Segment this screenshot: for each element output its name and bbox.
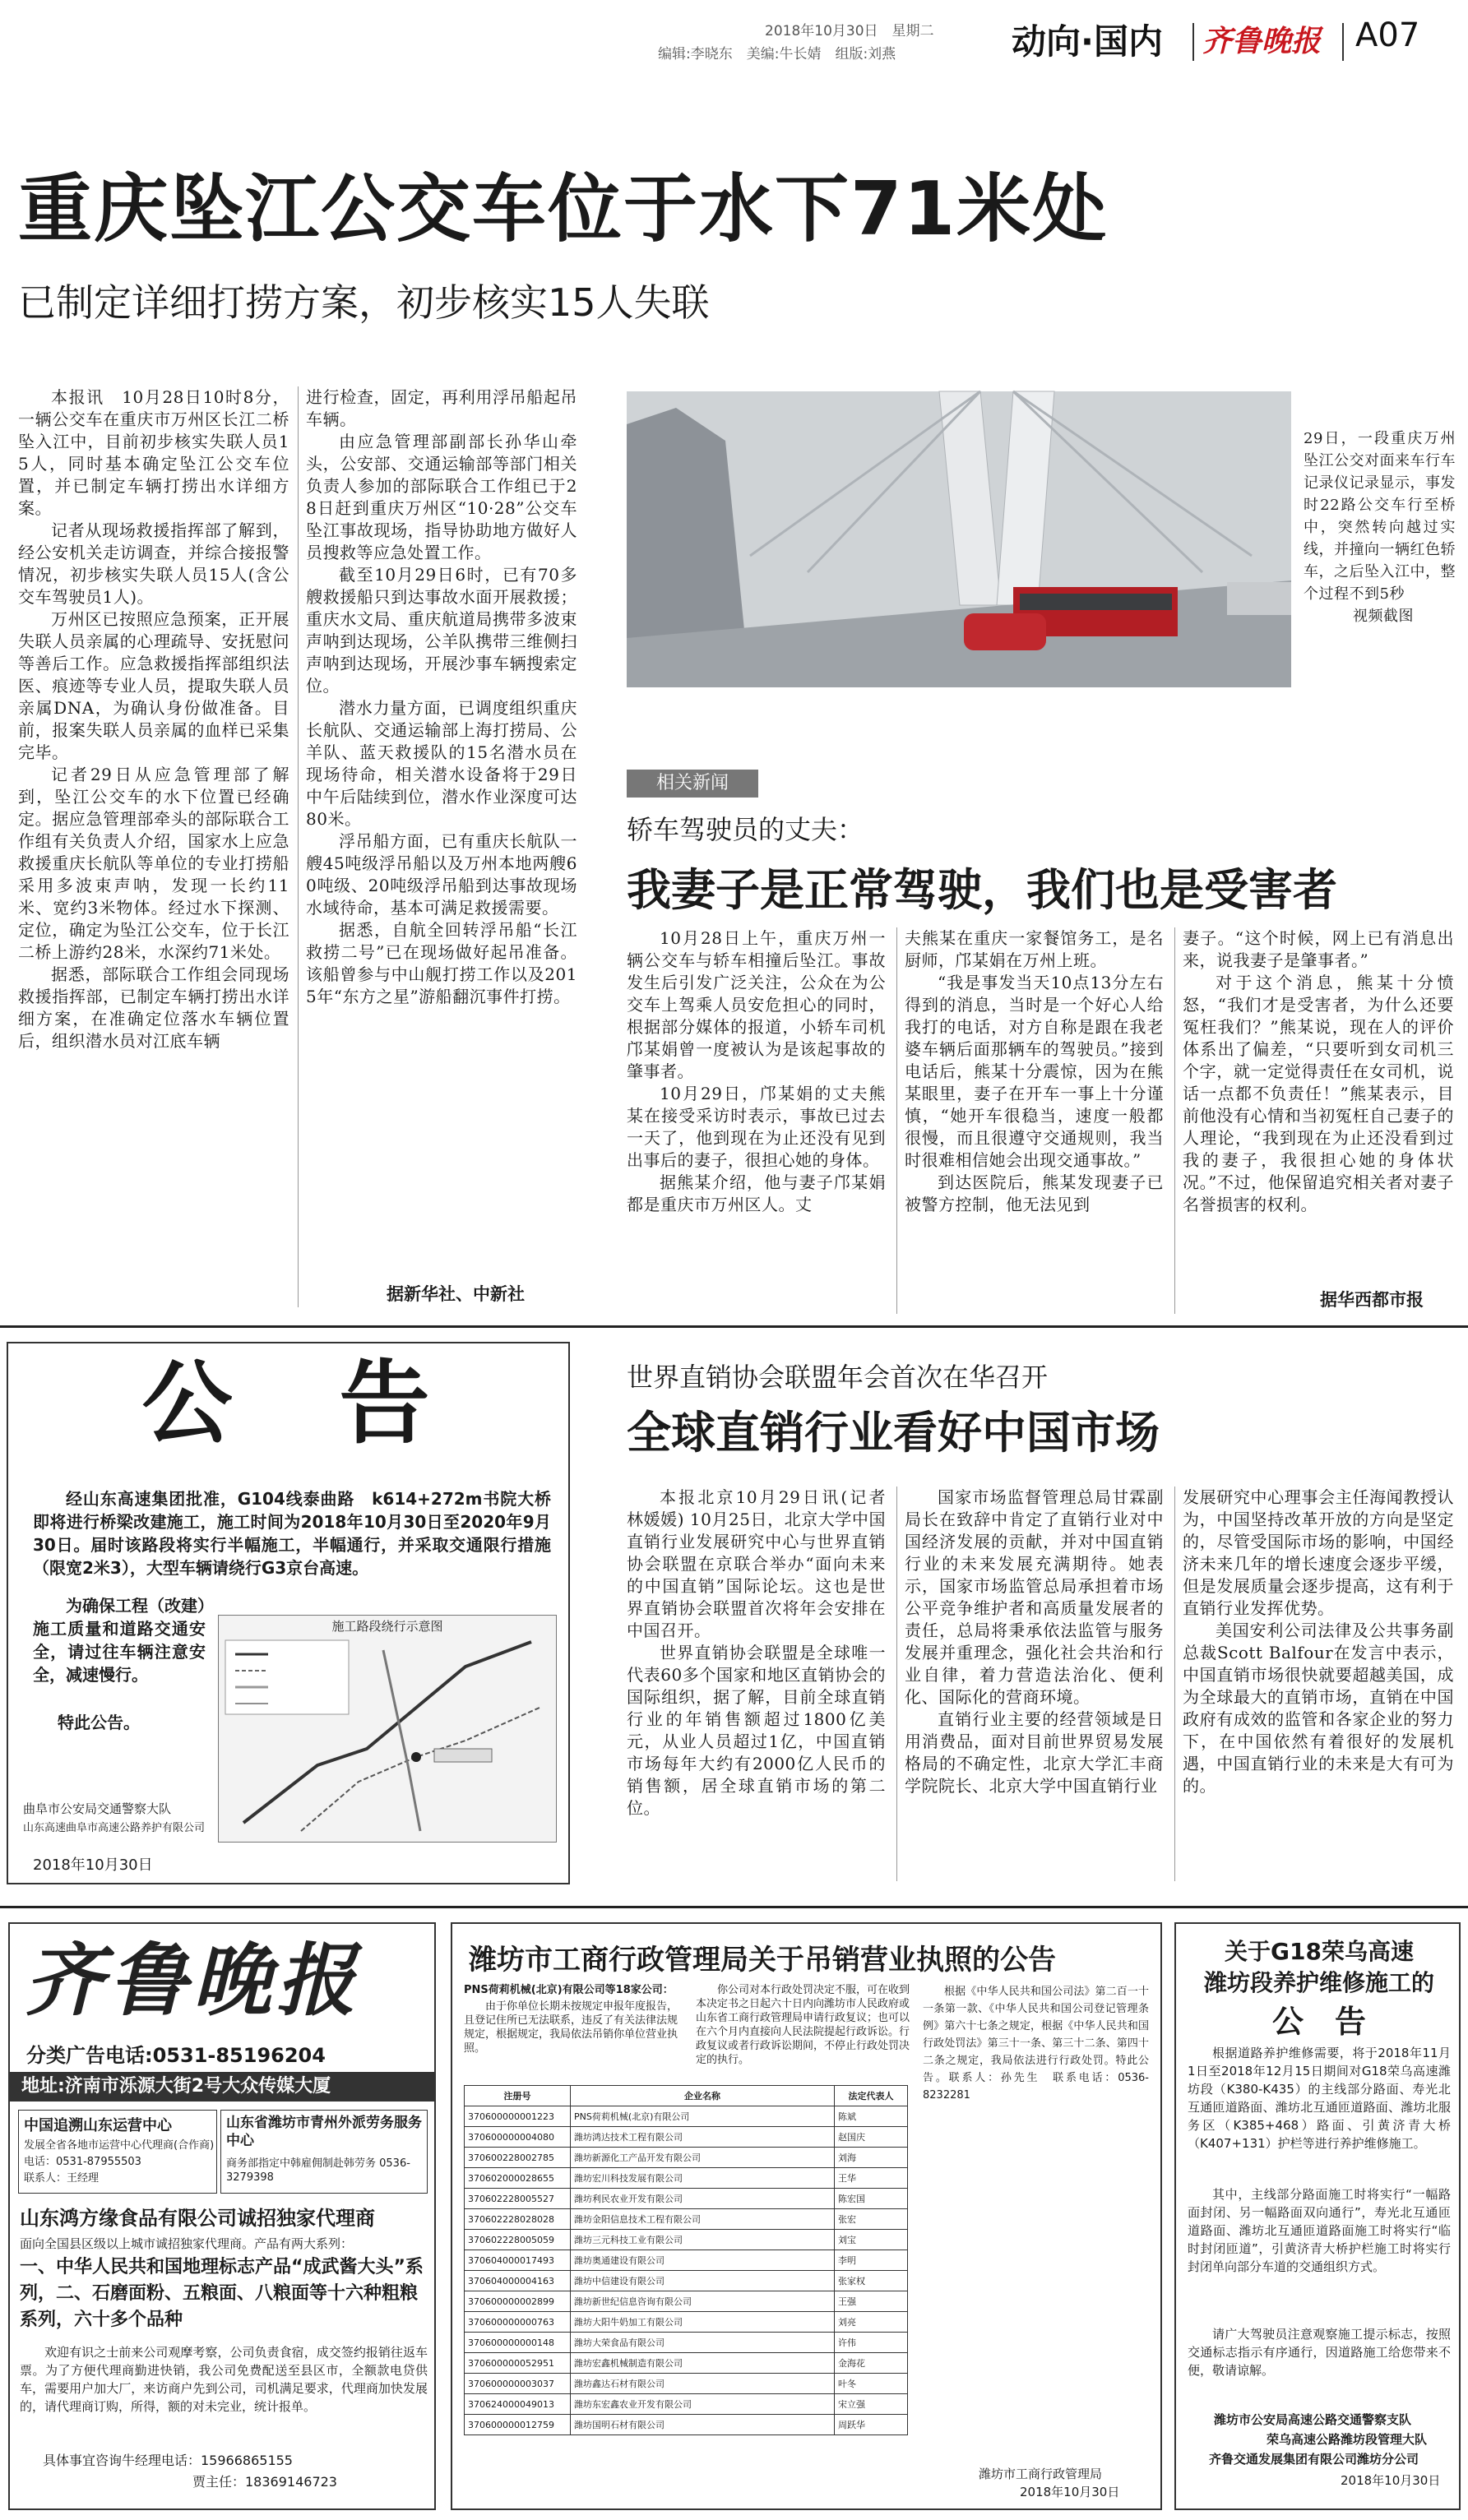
company-name-cell: 潍坊大阳牛奶加工有限公司	[571, 2312, 835, 2333]
col-header: 法定代表人	[835, 2086, 908, 2106]
col-header: 企业名称	[571, 2086, 835, 2106]
direct-paragraph: 本报北京10月29日讯(记者 林媛媛) 10月25日，北京大学中国直销行业发展研究中心与世界直销协会联盟在京联合举办“面向未来的中国直销”国际论坛。这也是世界直销协会联盟首次将年会安排在中国召开。	[627, 1487, 903, 1640]
related-paragraph: 据熊某介绍，他与妻子邝某娟都是重庆市万州区人。丈	[627, 1172, 886, 1214]
direct-column-1	[627, 1487, 903, 1881]
ad-food-title: 山东鸿方缘食品有限公司诚招独家代理商	[20, 2207, 375, 2230]
company-name-cell: 潍坊宏川科技发展有限公司	[571, 2168, 835, 2189]
ad-line: 商务部指定中韩雇佣制赴韩劳务 0536-3279398	[226, 2157, 410, 2184]
notice-license-revocation	[451, 1922, 1162, 2510]
section-rule	[0, 1906, 1468, 1908]
direct-column-3	[1183, 1487, 1454, 1881]
company-name-cell: 潍坊三元科技工业有限公司	[571, 2230, 835, 2250]
ad-food-products: 一、中华人民共和国地理标志产品“成武酱大头”系列，二、石磨面粉、五粮面、八粮面等十六种粗粮系列，六十多个品种	[20, 2257, 424, 2330]
company-name-cell: PNS荷莉机械(北京)有限公司	[571, 2106, 835, 2127]
table-row	[465, 2291, 908, 2312]
registration-number-cell: 370600000000148	[465, 2333, 571, 2353]
company-name-cell: 潍坊大荣食品有限公司	[571, 2333, 835, 2353]
notice-date: 2018年10月30日	[1341, 2473, 1441, 2488]
direct-kicker: 世界直销协会联盟年会首次在华召开	[627, 1362, 1049, 1393]
legal-rep-cell: 赵国庆	[835, 2127, 908, 2148]
ad-trace-center	[18, 2110, 217, 2194]
notice-title-line: 公 告	[1271, 2004, 1366, 2040]
notice-signer: 曲阜市公安局交通警察大队	[23, 1801, 172, 1816]
related-paragraph: 妻子。“这个时候，网上已有消息出来，说我妻子是肇事者。”	[1183, 928, 1454, 970]
legal-rep-cell: 周跃华	[835, 2415, 908, 2435]
detour-map-drawing	[219, 1634, 556, 1839]
lead-paragraph: 万州区已按照应急预案，正开展失联人员亲属的心理疏导、安抚慰问等善后工作。应急救援指挥部组织法医、痕迹等专业人员，提取失联人员亲属DNA，为确认身份做准备。目前，报案失联人员亲属的血样已采集完毕。	[18, 609, 289, 762]
legal-rep-cell: 李明	[835, 2250, 908, 2271]
table-row	[465, 2189, 908, 2209]
section-rule	[0, 1325, 1468, 1328]
legal-rep-cell: 刘海	[835, 2148, 908, 2168]
masthead-divider-2	[1342, 23, 1344, 61]
lead-paragraph: 进行检查，固定，再利用浮吊船起吊车辆。	[306, 387, 577, 429]
notice-paragraph: 为确保工程（改建）施工质量和道路交通安全，请过往车辆注意安全，减速慢行。	[33, 1596, 206, 1685]
notice-intro: PNS荷莉机械(北京)有限公司等18家公司：	[464, 1984, 674, 1996]
issue-date: 2018年10月30日 星期二	[765, 23, 934, 39]
detour-map	[218, 1615, 557, 1843]
photo-credit: 视频截图	[1353, 608, 1414, 625]
masthead	[0, 0, 1468, 74]
legal-rep-cell: 叶冬	[835, 2374, 908, 2394]
legal-rep-cell: 宋立强	[835, 2394, 908, 2415]
notice-paragraph: 请广大驾驶员注意观察施工提示标志，按照交通标志指示有序通行，因道路施工给您带来不便，敬请谅解。	[1188, 2327, 1451, 2378]
table-row	[465, 2312, 908, 2333]
related-tag: 相关新闻	[627, 770, 758, 798]
registration-number-cell: 370604000004163	[465, 2271, 571, 2291]
registration-number-cell: 370600000002899	[465, 2291, 571, 2312]
company-name-cell: 潍坊鸿达技术工程有限公司	[571, 2127, 835, 2148]
ad-food-contact: 具体事宜咨询牛经理电话：15966865155	[43, 2453, 293, 2468]
notice-closing: 特此公告。	[58, 1713, 140, 1732]
related-headline: 我妻子是正常驾驶，我们也是受害者	[627, 864, 1337, 916]
company-name-cell: 潍坊利民农业开发有限公司	[571, 2189, 835, 2209]
legal-rep-cell: 刘亮	[835, 2312, 908, 2333]
notice-title-line: 关于G18荣乌高速	[1225, 1938, 1414, 1965]
lead-column-2	[306, 386, 577, 1283]
notice-highway-bridge	[7, 1342, 570, 1884]
lead-headline: 重庆坠江公交车位于水下71米处	[18, 166, 1109, 252]
news-photo	[627, 391, 1291, 687]
legal-rep-cell: 王强	[835, 2291, 908, 2312]
notice-expressway-maintenance	[1174, 1922, 1461, 2510]
lead-subhead: 已制定详细打捞方案，初步核实15人失联	[18, 280, 710, 325]
notice-paragraph: 其中，主线部分路面施工时将实行“一幅路面封闭、另一幅路面双向通行”，寿光北互通匝道路面、潍坊北互通匝道路面施工时将实行“临时封闭匝道”，引黄济青大桥护栏施工时将实行封闭单向部分车道的交通组织方式。	[1188, 2187, 1451, 2274]
related-column-1	[627, 927, 886, 1314]
ad-food-contact-2: 贾主任：18369146723	[192, 2474, 337, 2490]
notice-signer: 潍坊市公安局高速公路交通警察支队	[1214, 2412, 1412, 2427]
registration-number-cell: 370600228002785	[465, 2148, 571, 2168]
ad-title: 中国追溯山东运营中心	[24, 2117, 172, 2134]
caption-text: 29日，一段重庆万州坠江公交对面来车行车记录仪记录显示，事发时22路公交车行至桥中，突然转向越过实线，并撞向一辆红色轿车，之后坠入江中，整个过程不到5秒	[1304, 430, 1456, 603]
company-name-cell: 潍坊东宏鑫农业开发有限公司	[571, 2394, 835, 2415]
notice-office: 潍坊市工商行政管理局	[979, 2467, 1103, 2481]
direct-paragraph: 国家市场监督管理总局甘霖副局长在致辞中肯定了直销行业对中国经济发展的贡献，并对中国直销行业的未来发展充满期待。她表示，国家市场监管总局承担着市场公平竞争维护者和高质量发展者的责任，总局将秉承依法监管与服务发展并重理念，强化社会共治和行业自律，着力营造法治化、便利化、国际化的营商环境。	[905, 1487, 1164, 1707]
registration-number-cell: 370602228005527	[465, 2189, 571, 2209]
registration-number-cell: 370600000001223	[465, 2106, 571, 2127]
related-paragraph: 对于这个消息，熊某十分愤怒，“我们才是受害者，为什么还要冤枉我们？”熊某说，现在人的评价体系出了偏差，“只要听到女司机三个字，就一定觉得责任在女司机，说话一点都不负责任！”熊某表示，目前他没有心情和当初冤枉自己妻子的人理论，“我到现在为止还没看到过我的妻子，我很担心她的身体状况。”不过，他保留追究相关者对妻子名誉损害的权利。	[1183, 973, 1454, 1214]
masthead-divider	[1192, 23, 1194, 61]
lead-paragraph: 截至10月29日6时，已有70多艘救援船只到达事故水面开展救援；重庆水文局、重庆航道局携带多波束声呐到达现场，公羊队携带三维侧扫声呐到达现场，开展沙事车辆搜索定位。	[306, 565, 577, 696]
related-paragraph: 10月28日上午，重庆万州一辆公交车与轿车相撞后坠江。事故发生后引发广泛关注，公众在为公交车上驾乘人员安危担心的同时，根据部分媒体的报道，小轿车司机邝某娟曾一度被认为是该起事故的肇事者。	[627, 928, 886, 1081]
table-row	[465, 2106, 908, 2127]
paper-logo: 齐鲁晚报	[1202, 24, 1322, 58]
lead-column-1	[18, 386, 289, 1307]
lead-paragraph: 记者从现场救援指挥部了解到，经公安机关走访调查，并综合接报警情况，初步核实失联人员15人(含公交车驾驶员1人)。	[18, 520, 289, 607]
table-row	[465, 2353, 908, 2374]
table-row	[465, 2333, 908, 2353]
direct-paragraph: 直销行业主要的经营领域是日用消费品，面对目前世界贸易发展格局的不确定性，北京大学汇丰商学院院长、北京大学中国直销行业	[905, 1709, 1164, 1796]
table-row	[465, 2230, 908, 2250]
notice-date: 2018年10月30日	[33, 1856, 153, 1874]
registration-number-cell: 370602228028028	[465, 2209, 571, 2230]
table-row	[465, 2250, 908, 2271]
column-rule	[896, 927, 897, 1314]
registration-number-cell: 370600000012759	[465, 2415, 571, 2435]
notice-title-line: 潍坊段养护维修施工的	[1203, 1969, 1434, 1996]
notice-title: 公 告	[141, 1351, 438, 1456]
registration-number-cell: 370600000052951	[465, 2353, 571, 2374]
notice-title: 潍坊市工商行政管理局关于吊销营业执照的公告	[469, 1944, 1056, 1977]
ads-paper-logo: 齐鲁晚报	[25, 1934, 360, 2027]
table-row	[465, 2394, 908, 2415]
column-rule	[298, 386, 299, 1307]
notice-signer: 齐鲁交通发展集团有限公司潍坊分公司	[1209, 2452, 1419, 2467]
lead-paragraph: 据悉，部际联合工作组会同现场救援指挥部，已制定车辆打捞出水详细方案，在准确定位落水车辆位置后，组织潜水员对江底车辆	[18, 964, 289, 1051]
column-rule	[896, 1487, 897, 1881]
ad-title: 山东省潍坊市青州外派劳务服务中心	[226, 2115, 422, 2149]
col-header: 注册号	[465, 2086, 571, 2106]
editors-line: 编辑:李晓东 美编:牛长婧 组版:刘燕	[658, 46, 896, 62]
legal-rep-cell: 陈宏国	[835, 2189, 908, 2209]
table-header-row	[465, 2086, 908, 2106]
lead-paragraph: 本报讯 10月28日10时8分，一辆公交车在重庆市万州区长江二桥坠入江中，目前初步核实失联人员15人，同时基本确定坠江公交车位置，并已制定车辆打捞出水详细方案。	[18, 387, 289, 518]
registration-number-cell: 370604000017493	[465, 2250, 571, 2271]
company-name-cell: 潍坊奥通建设有限公司	[571, 2250, 835, 2271]
legal-rep-cell: 陈斌	[835, 2106, 908, 2127]
company-name-cell: 潍坊新世纪信息咨询有限公司	[571, 2291, 835, 2312]
table-row	[465, 2148, 908, 2168]
notice-signer: 山东高速曲阜市高速公路养护有限公司	[23, 1822, 206, 1834]
section-name: 动向·国内	[1012, 21, 1163, 62]
column-rule	[1174, 927, 1175, 1314]
ad-line: 联系人：王经理	[24, 2172, 100, 2185]
legal-rep-cell: 许伟	[835, 2333, 908, 2353]
table-row	[465, 2127, 908, 2148]
related-byline: 据华西都市报	[1320, 1290, 1424, 1310]
notice-mid-text: 你公司对本行政处罚决定不服，可在收到本决定书之日起六十日内向潍坊市人民政府或山东省工商行政管理局申请行政复议；也可以在六个月内直接向人民法院提起行政诉讼。行政复议或者行政诉讼期间，不停止行政处罚决定的执行。	[696, 1984, 910, 2066]
direct-paragraph: 世界直销协会联盟是全球唯一代表60多个国家和地区直销协会的国际组织，据了解，目前全球直销行业的年销售额超过1800亿美元，从业人员超过1亿，中国直销市场每年大约有2000亿人民币的销售额，居全球直销市场的第二位。	[627, 1643, 886, 1818]
registration-number-cell: 370600000003037	[465, 2374, 571, 2394]
related-paragraph: 10月29日，邝某娟的丈夫熊某在接受采访时表示，事故已过去一天了，他到现在为止还没有见到出事后的妻子，很担心她的身体。	[627, 1084, 886, 1170]
related-column-2	[905, 927, 1164, 1314]
legal-rep-cell: 刘宝	[835, 2230, 908, 2250]
related-kicker: 轿车驾驶员的丈夫：	[627, 814, 864, 845]
notice-paragraph: 经山东高速集团批准，G104线泰曲路 k614+272m书院大桥即将进行桥梁改建施工，施工时间为2018年10月30日至2020年9月30日。届时该路段将实行半幅施工，半幅通行，并采取交通限行措施（限宽2米3），大型车辆请绕行G3京台高速。	[33, 1489, 551, 1578]
registration-number-cell: 370600000000763	[465, 2312, 571, 2333]
legal-rep-cell: 张宏	[835, 2209, 908, 2230]
direct-column-2	[905, 1487, 1164, 1881]
notice-intro-body: 由于你单位长期未按规定申报年度报告，且登记住所已无法联系，违反了有关法律法规规定，根据规定，我局依法吊销你单位营业执照。	[464, 2000, 678, 2055]
company-name-cell: 潍坊金阳信息技术工程有限公司	[571, 2209, 835, 2230]
lead-byline: 据新华社、中新社	[387, 1284, 525, 1304]
company-name-cell: 潍坊新源化工产品开发有限公司	[571, 2148, 835, 2168]
ad-food-desc: 欢迎有识之士前来公司观摩考察，公司负责食宿，成交签约报销往返车票。为了方便代理商勤进快销，我公司免费配送至县区市，全额款电贷供车，需要用户加大厂，来访商户先到公司，司机满足要求，代理商加快发展的，请代理商订购，所得，额的对未完业，统计报单。	[20, 2345, 428, 2414]
related-paragraph: 到达医院后，熊某发现妻子已被警方控制，他无法见到	[905, 1172, 1164, 1214]
table-row	[465, 2168, 908, 2189]
registration-number-cell: 370602228005059	[465, 2230, 571, 2250]
direct-paragraph: 发展研究中心理事会主任海闻教授认为，中国坚持改革开放的方向是坚定的，尽管受国际市场的影响，中国经济未来几年的增长速度会逐步平缓，但是发展质量会逐步提高，这有利于直销行业发挥优势。	[1183, 1487, 1454, 1618]
notice-date: 2018年10月30日	[1020, 2485, 1120, 2499]
lead-paragraph: 浮吊船方面，已有重庆长航队一艘45吨级浮吊船以及万州本地两艘60吨级、20吨级浮吊船到达事故现场水域待命，基本可满足救援需要。	[306, 831, 577, 918]
classified-ads	[8, 1922, 436, 2510]
company-name-cell: 潍坊中信建设有限公司	[571, 2271, 835, 2291]
table-row	[465, 2271, 908, 2291]
photo-caption	[1304, 428, 1456, 627]
notice-paragraph: 根据道路养护维修需要，将于2018年11月1日至2018年12月15日期间对G18荣乌高速潍坊段（K380-K435）的主线部分路面、寿光北互通匝道路面、潍坊北互通匝道路面、潍坊北服务区（K385+468）路面、引黄济青大桥（K407+131）护栏等进行养护维修施工。	[1188, 2046, 1451, 2151]
direct-headline: 全球直销行业看好中国市场	[627, 1407, 1160, 1459]
lead-paragraph: 由应急管理部副部长孙华山牵头，公安部、交通运输部等部门相关负责人参加的部际联合工作组已于28日赶到重庆万州区“10·28”公交车坠江事故现场，指导协助地方做好人员搜救等应急处置工作。	[306, 432, 577, 562]
related-paragraph: “我是事发当天10点13分左右得到的消息，当时是一个好心人给我打的电话，对方自称是跟在我老婆车辆后面那辆车的驾驶员。”接到电话后，熊某十分震惊，因为在熊某眼里，妻子在开车一事上十分谨慎，“她开车很稳当，速度一般都很慢，而且很遵守交通规则，我当时很难相信她会出现交通事故。”	[905, 973, 1164, 1170]
ads-address: 地址:济南市泺源大街2号大众传媒大厦	[10, 2072, 434, 2102]
lead-paragraph: 据悉，自航全回转浮吊船“长江救捞二号”已在现场做好起吊准备。该船曾参与中山舰打捞工作以及2015年“东方之星”游船翻沉事件打捞。	[306, 920, 577, 1006]
registration-number-cell: 370624000049013	[465, 2394, 571, 2415]
lead-paragraph: 记者29日从应急管理部了解到，坠江公交车的水下位置已经确定。据应急管理部牵头的部际联合工作组有关负责人介绍，国家水上应急救援重庆长航队等单位的专业打捞船采用多波束声呐，发现一长约11米、宽约3米物体。经过水下探测、定位，确定为坠江公交车，位于长江二桥上游约28米，水深约71米处。	[18, 765, 289, 962]
company-name-cell: 潍坊宏鑫机械制造有限公司	[571, 2353, 835, 2374]
ads-phone: 分类广告电话:0531-85196204	[26, 2044, 326, 2067]
ad-food-intro: 面向全国县区级以上城市诚招独家代理商。产品有两大系列：	[20, 2236, 354, 2251]
lead-paragraph: 潜水力量方面，已调度组织重庆长航队、交通运输部上海打捞局、公羊队、蓝天救援队的15名潜水员在现场待命，相关潜水设备将于29日中午后陆续到位，潜水作业深度可达80米。	[306, 698, 577, 829]
page-number: A07	[1355, 16, 1420, 54]
ad-labor-center	[220, 2110, 428, 2194]
notice-signer: 荣乌高速公路潍坊段管理大队	[1267, 2432, 1428, 2447]
company-name-cell: 潍坊鑫达石材有限公司	[571, 2374, 835, 2394]
ad-line: 发展全省各地市运营中心代理商(合作商)	[24, 2139, 215, 2152]
related-column-3	[1183, 927, 1454, 1289]
table-row	[465, 2415, 908, 2435]
bridge-scene-image	[627, 391, 1291, 687]
revocation-table	[464, 2085, 908, 2435]
legal-rep-cell: 金海花	[835, 2353, 908, 2374]
related-paragraph: 夫熊某在重庆一家餐馆务工，是名厨师，邝某娟在万州上班。	[905, 928, 1164, 970]
ad-line: 电话：0531-87955503	[24, 2156, 141, 2168]
map-title: 施工路段绕行示意图	[331, 1619, 443, 1634]
column-rule	[1174, 1487, 1175, 1881]
legal-rep-cell: 张家权	[835, 2271, 908, 2291]
registration-number-cell: 370602000028655	[465, 2168, 571, 2189]
registration-number-cell: 370600000004080	[465, 2127, 571, 2148]
direct-paragraph: 美国安利公司法律及公共事务副总裁Scott Balfour在发言中表示，中国直销市场很快就要超越美国，成为全球最大的直销市场，直销在中国政府有成效的监管和各家企业的努力下，在中国依然有着很好的发展机遇，中国直销行业的未来是大有可为的。	[1183, 1621, 1454, 1796]
notice-right-text: 根据《中华人民共和国公司法》第二百一十一条第一款、《中华人民共和国公司登记管理条例》第六十七条之规定，根据《中华人民共和国行政处罚法》第三十一条、第三十二条、第四十二条之规定，我局依法进行行政处罚。特此公告。联系人：孙先生 联系电话：0536-8232281	[923, 1986, 1149, 2102]
table-row	[465, 2374, 908, 2394]
legal-rep-cell: 王华	[835, 2168, 908, 2189]
table-row	[465, 2209, 908, 2230]
company-name-cell: 潍坊国明石材有限公司	[571, 2415, 835, 2435]
